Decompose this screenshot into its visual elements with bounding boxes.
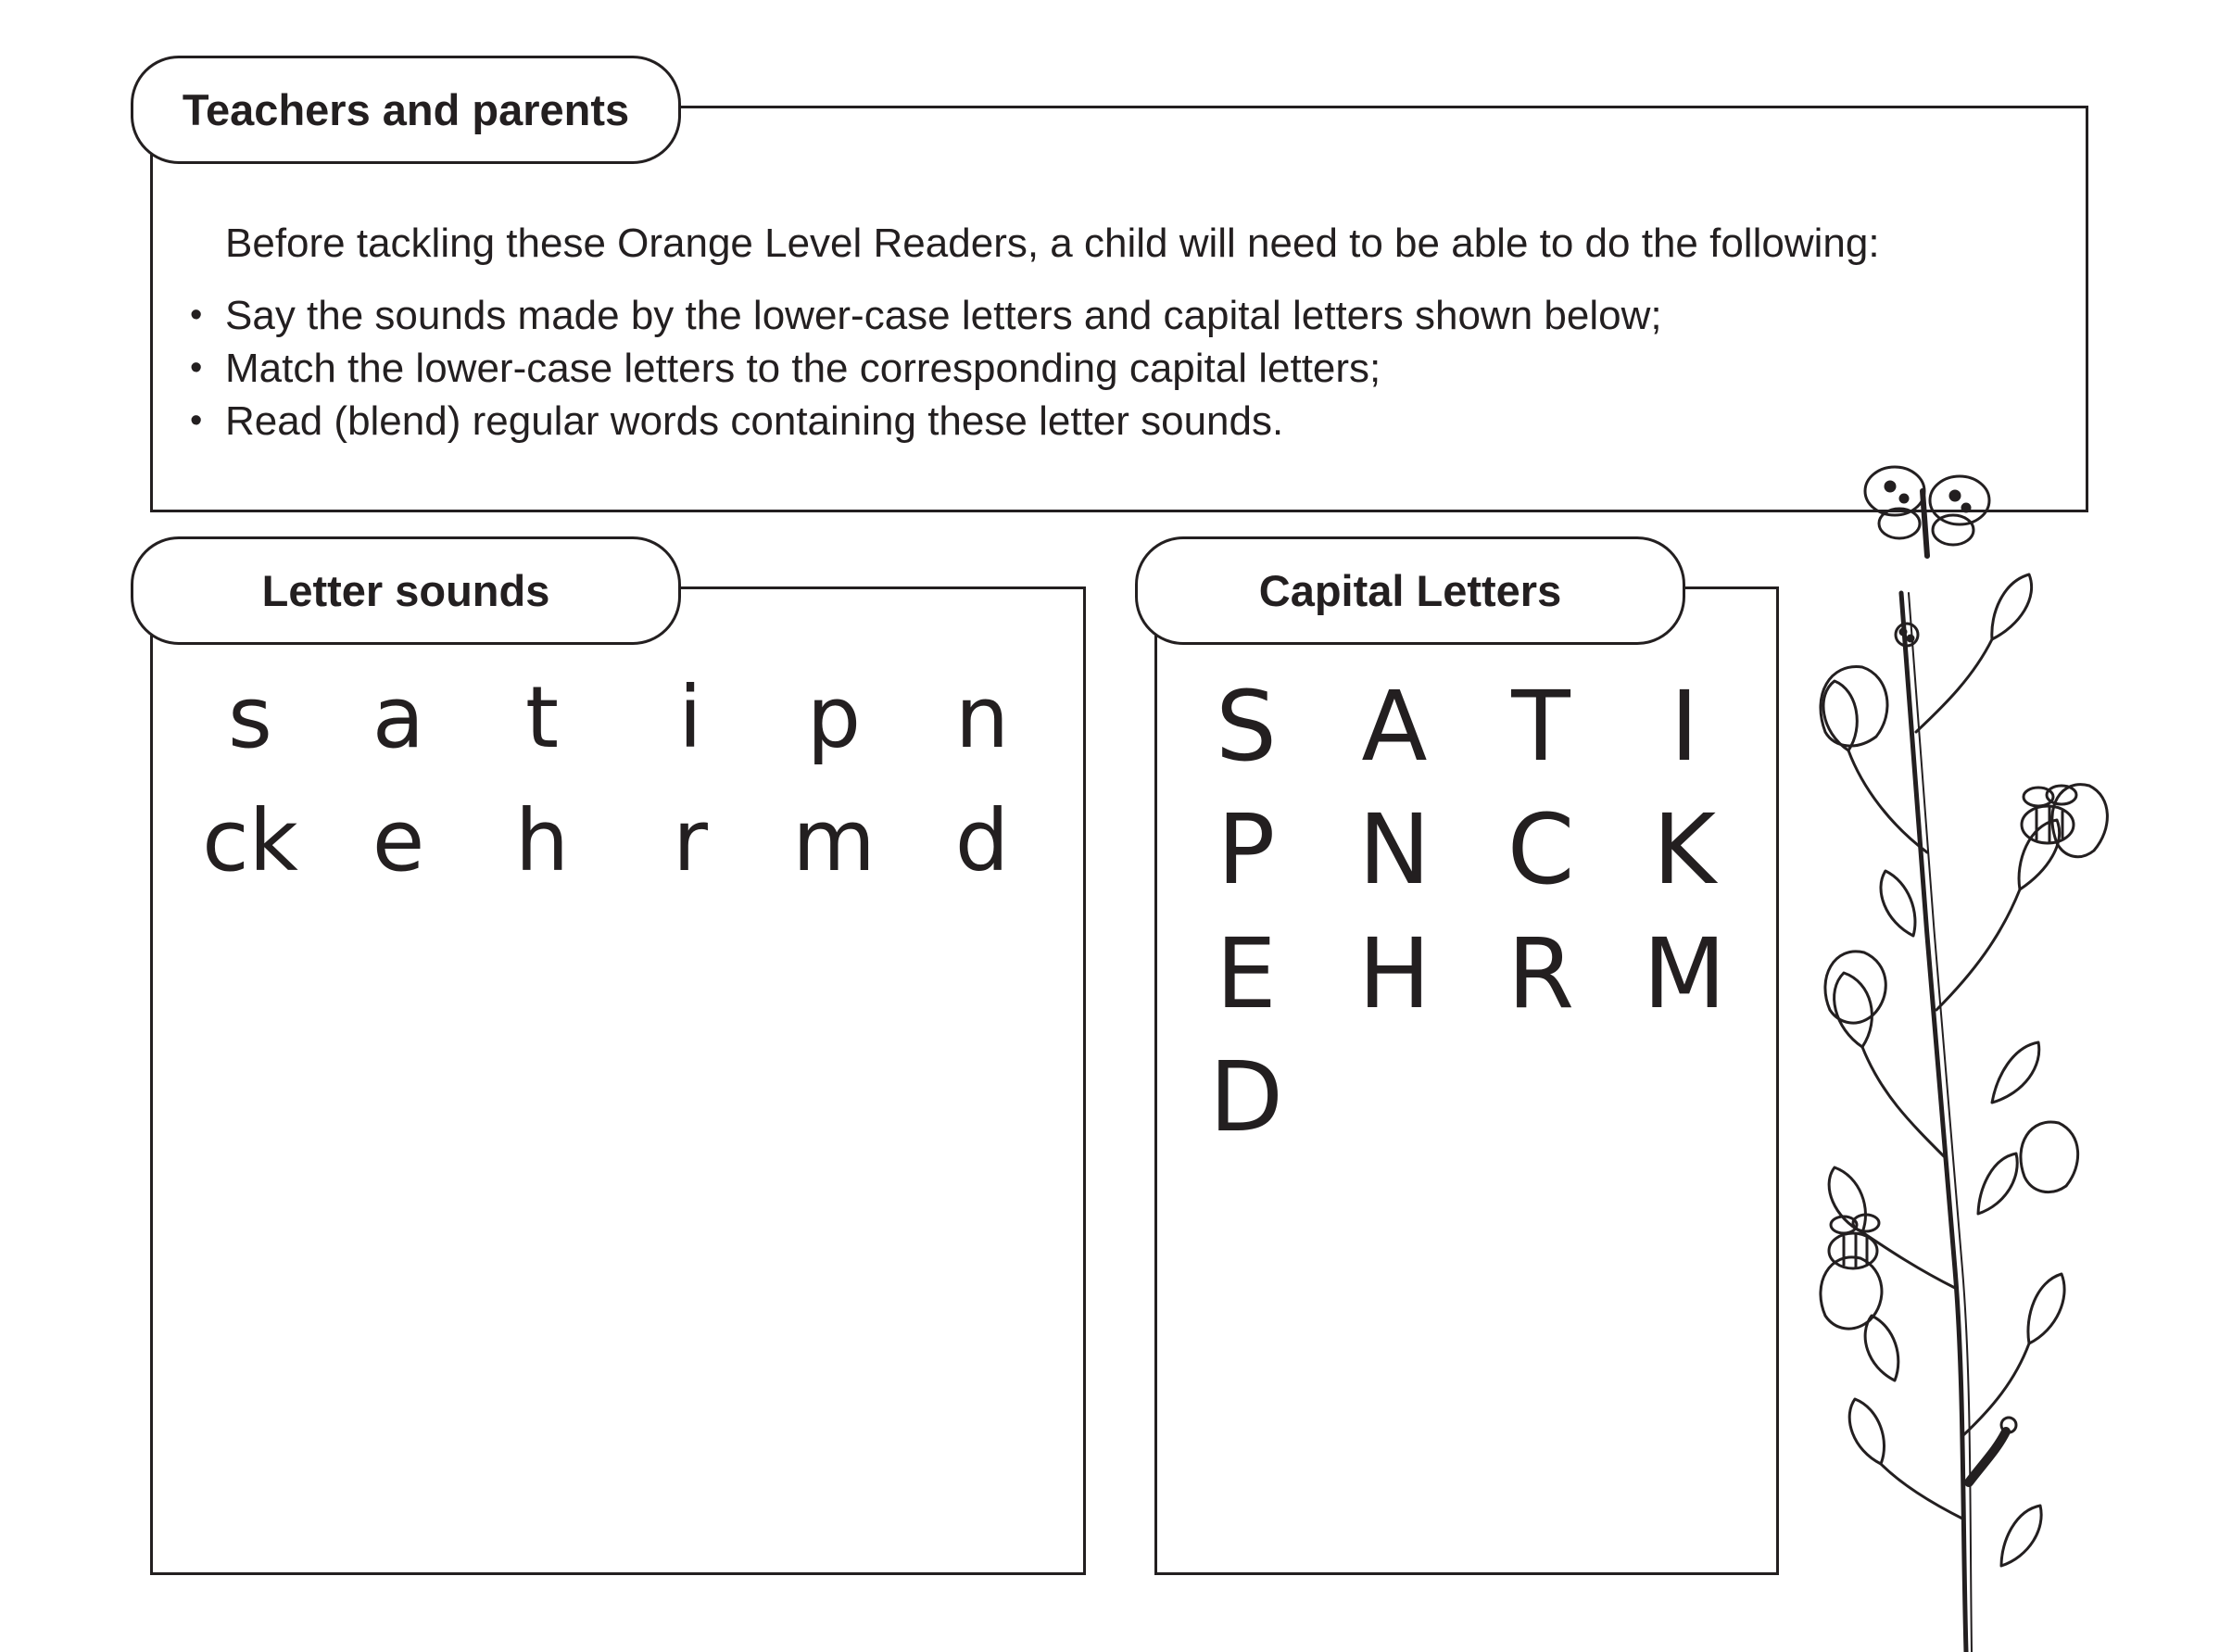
letter-sound: d: [954, 791, 1010, 890]
capital-letter: C: [1507, 793, 1575, 906]
bullet-icon: •: [190, 401, 203, 440]
teachers-parents-heading: Teachers and parents: [131, 56, 681, 164]
list-item: • Match the lower-case letters to the corresponding capital letters;: [190, 342, 1662, 395]
letter-sound: e: [372, 791, 425, 890]
letter-sounds-heading: Letter sounds: [131, 536, 681, 645]
letter-sound: ck: [202, 791, 298, 890]
capital-letter: R: [1507, 917, 1575, 1030]
letter-sound: a: [372, 668, 425, 767]
bullet-icon: •: [190, 348, 203, 387]
letter-sound: i: [678, 668, 702, 767]
letter-sound: m: [792, 791, 876, 890]
capital-letter: M: [1643, 917, 1726, 1030]
capital-letter: P: [1217, 793, 1276, 906]
capital-letter: D: [1208, 1040, 1284, 1154]
capital-letter: A: [1361, 670, 1428, 783]
capital-letter: N: [1358, 793, 1431, 906]
bee-icon: [2022, 786, 2076, 843]
letter-sound: h: [514, 791, 570, 890]
letter-sound: p: [806, 668, 862, 767]
letter-sounds-box: [150, 586, 1086, 1575]
capital-letter: K: [1652, 793, 1717, 906]
vine-illustration: [1807, 454, 2131, 1652]
letter-sound: t: [524, 668, 560, 767]
intro-text: Before tackling these Orange Level Readers, a child will need to be able to do the following:: [225, 221, 1880, 266]
letter-sound: s: [228, 668, 272, 767]
capital-letter: E: [1216, 917, 1277, 1030]
letter-sound: r: [673, 791, 708, 890]
list-item: • Read (blend) regular words containing these letter sounds.: [190, 395, 1662, 448]
capital-letter: T: [1511, 670, 1570, 783]
capital-letter: S: [1215, 670, 1278, 783]
leaf-icon: [1823, 574, 2064, 1566]
butterfly-icon: [1865, 467, 1989, 556]
capital-letters-heading: Capital Letters: [1135, 536, 1685, 645]
requirements-list: [190, 289, 1662, 448]
list-item: • Say the sounds made by the lower-case letters and capital letters shown below;: [190, 289, 1662, 342]
caterpillar-icon: [1969, 1418, 2016, 1482]
bullet-icon: •: [190, 296, 203, 334]
letter-sound: n: [954, 668, 1010, 767]
capital-letter: H: [1357, 917, 1431, 1030]
capital-letter: I: [1670, 670, 1699, 783]
